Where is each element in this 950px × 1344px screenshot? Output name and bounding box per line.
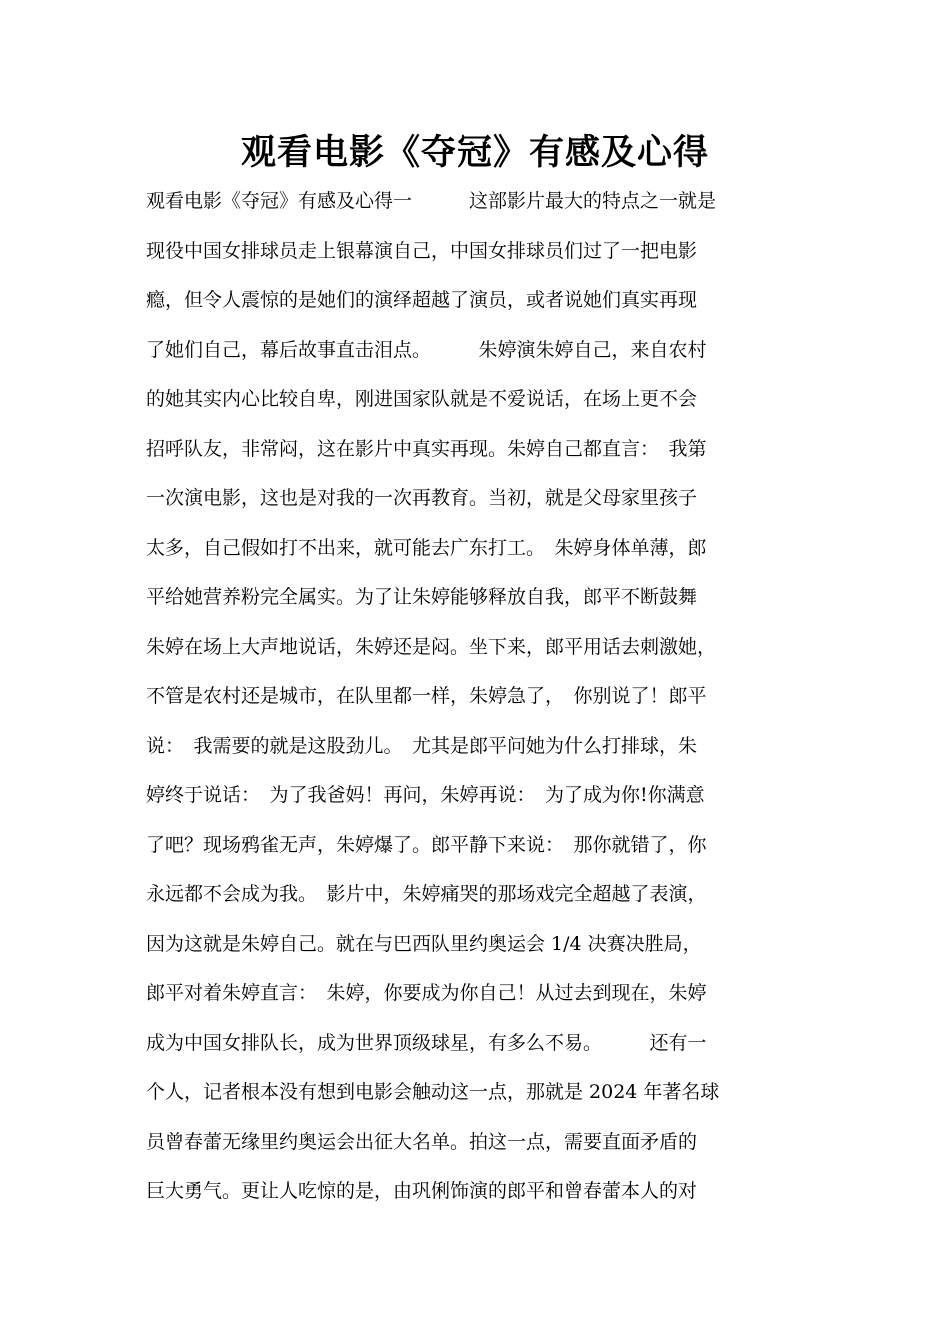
- body-line: 个人，记者根本没有想到电影会触动这一点，那就是 2024 年著名球: [146, 1081, 720, 1103]
- document-title: 观看电影《夺冠》有感及心得: [240, 133, 709, 173]
- body-line: 不管是农村还是城市，在队里都一样，朱婷急了， 你别说了！郎平: [146, 685, 707, 707]
- body-line: 了她们自己，幕后故事直击泪点。 朱婷演朱婷自己，来自农村: [146, 338, 707, 361]
- body-line: 员曾春蕾无缘里约奥运会出征大名单。拍这一点，需要直面矛盾的: [146, 1130, 698, 1153]
- body-line: 观看电影《夺冠》有感及心得一 这部影片最大的特点之一就是: [146, 190, 717, 212]
- body-line: 了吧？现场鸦雀无声，朱婷爆了。郎平静下来说： 那你就错了，你: [146, 833, 707, 856]
- body-line: 太多，自己假如打不出来，就可能去广东打工。 朱婷身体单薄，郎: [146, 536, 707, 559]
- document-body: [146, 177, 826, 1217]
- body-line: 现役中国女排球员走上银幕演自己，中国女排球员们过了一把电影: [146, 239, 698, 262]
- body-line: 平给她营养粉完全属实。为了让朱婷能够释放自我，郎平不断鼓舞: [146, 586, 698, 608]
- body-line: 说： 我需要的就是这股劲儿。 尤其是郎平问她为什么打排球，朱: [146, 734, 698, 757]
- body-line: 因为这就是朱婷自己。就在与巴西队里约奥运会 1/4 决赛决胜局，: [146, 932, 702, 955]
- body-line: 郎平对着朱婷直言： 朱婷，你要成为你自己！从过去到现在，朱婷: [146, 982, 707, 1004]
- body-line: 的她其实内心比较自卑，刚进国家队就是不爱说话，在场上更不会: [146, 388, 698, 410]
- body-line: 成为中国女排队长，成为世界顶级球星，有多么不易。 还有一: [146, 1031, 707, 1054]
- body-line: 招呼队友，非常闷，这在影片中真实再现。朱婷自己都直言： 我第: [146, 437, 707, 460]
- body-line: 婷终于说话： 为了我爸妈！再问，朱婷再说： 为了成为你!你满意: [146, 784, 705, 806]
- body-line: 朱婷在场上大声地说话，朱婷还是闷。坐下来，郎平用话去刺激她，: [146, 635, 717, 658]
- body-line: 永远都不会成为我。 影片中，朱婷痛哭的那场戏完全超越了表演，: [146, 883, 707, 905]
- body-line: 一次演电影，这也是对我的一次再教育。当初，就是父母家里孩子: [146, 487, 698, 509]
- body-line: 巨大勇气。更让人吃惊的是，由巩俐饰演的郎平和曾春蕾本人的对: [146, 1180, 698, 1202]
- body-line: 瘾，但令人震惊的是她们的演绎超越了演员，或者说她们真实再现: [146, 289, 698, 311]
